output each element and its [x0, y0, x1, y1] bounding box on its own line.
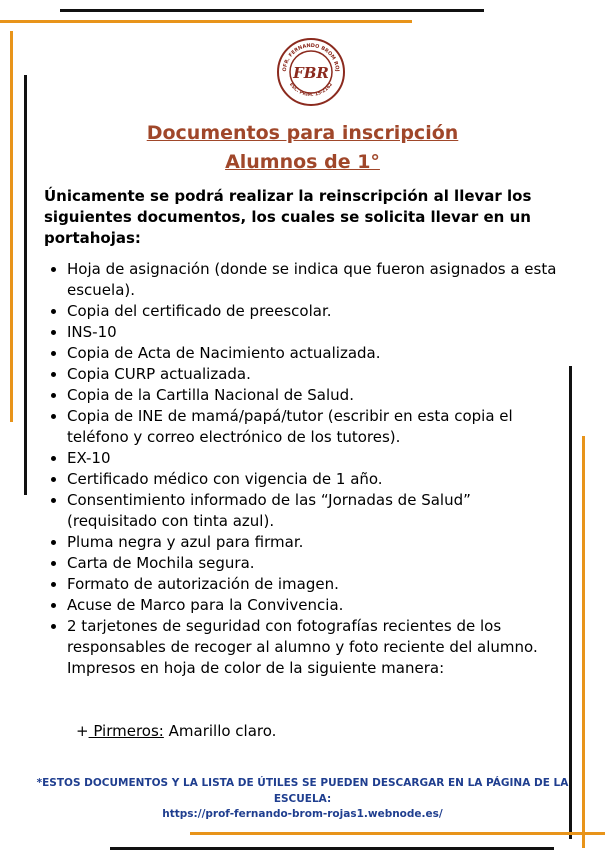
- bottom-black-line: [110, 847, 554, 850]
- color-item-label: Pirmeros:: [88, 722, 164, 740]
- document-item: • Copia del certificado de preescolar.: [67, 301, 557, 322]
- color-item-marker: +: [76, 722, 89, 740]
- document-item: • Carta de Mochila segura.: [67, 553, 557, 574]
- top-orange-line: [0, 20, 412, 23]
- document-item: • Acuse de Marco para la Convivencia.: [67, 595, 557, 616]
- bottom-orange-line: [190, 832, 605, 835]
- svg-text:ESC. PRIM. 15-2162: ESC. PRIM. 15-2162: [287, 82, 335, 99]
- document-item: • Copia de Acta de Nacimiento actualizada.: [67, 343, 557, 364]
- document-item: • Consentimiento informado de las “Jornadas de Salud” (requisitado con tinta azul).: [67, 490, 557, 532]
- page-title: Documentos para inscripción: [146, 122, 459, 144]
- document-item: • Pluma negra y azul para firmar.: [67, 532, 557, 553]
- color-item-value: Amarillo claro.: [163, 722, 277, 740]
- document-item: • Copia de INE de mamá/papá/tutor (escribir en esta copia el teléfono y correo electrónico de los tutores).: [67, 406, 557, 448]
- document-item: • Formato de autorización de imagen.: [67, 574, 557, 595]
- page-subtitle: Alumnos de 1°: [225, 151, 380, 173]
- school-website-link[interactable]: https://prof-fernando-brom-rojas1.webnode.es/: [162, 808, 443, 820]
- school-seal-logo: [276, 37, 346, 107]
- left-orange-line: [10, 31, 13, 422]
- seal-monogram: FBR: [293, 64, 329, 82]
- documents-list: [46, 259, 557, 679]
- right-black-line: [569, 366, 572, 839]
- document-item: • Copia de la Cartilla Nacional de Salud.: [67, 385, 557, 406]
- document-item: • EX-10: [67, 448, 557, 469]
- document-item: • INS-10: [67, 322, 557, 343]
- download-notice: *ESTOS DOCUMENTOS Y LA LISTA DE ÚTILES SE PUEDEN DESCARGAR EN LA PÁGINA DE LA ESCUELA:: [36, 777, 569, 805]
- intro-paragraph: Únicamente se podrá realizar la reinscripción al llevar los siguientes documentos, los cuales se solicita llevar en un portahojas:: [44, 187, 532, 247]
- document-item: • Certificado médico con vigencia de 1 año.: [67, 469, 557, 490]
- document-item: • Copia CURP actualizada.: [67, 364, 557, 385]
- svg-text:"PROFR. FERNANDO BROM ROJAS": OFR. FERNANDO BROM ROJ: [281, 42, 341, 72]
- document-item: • Hoja de asignación (donde se indica que fueron asignados a esta escuela).: [67, 259, 557, 301]
- top-black-line: [60, 9, 484, 12]
- color-item: [76, 721, 276, 742]
- document-item: • 2 tarjetones de seguridad con fotografías recientes de los responsables de recoger al alumno y foto reciente del alumno. Impresos en hoja de color de la siguiente manera:: [67, 616, 557, 679]
